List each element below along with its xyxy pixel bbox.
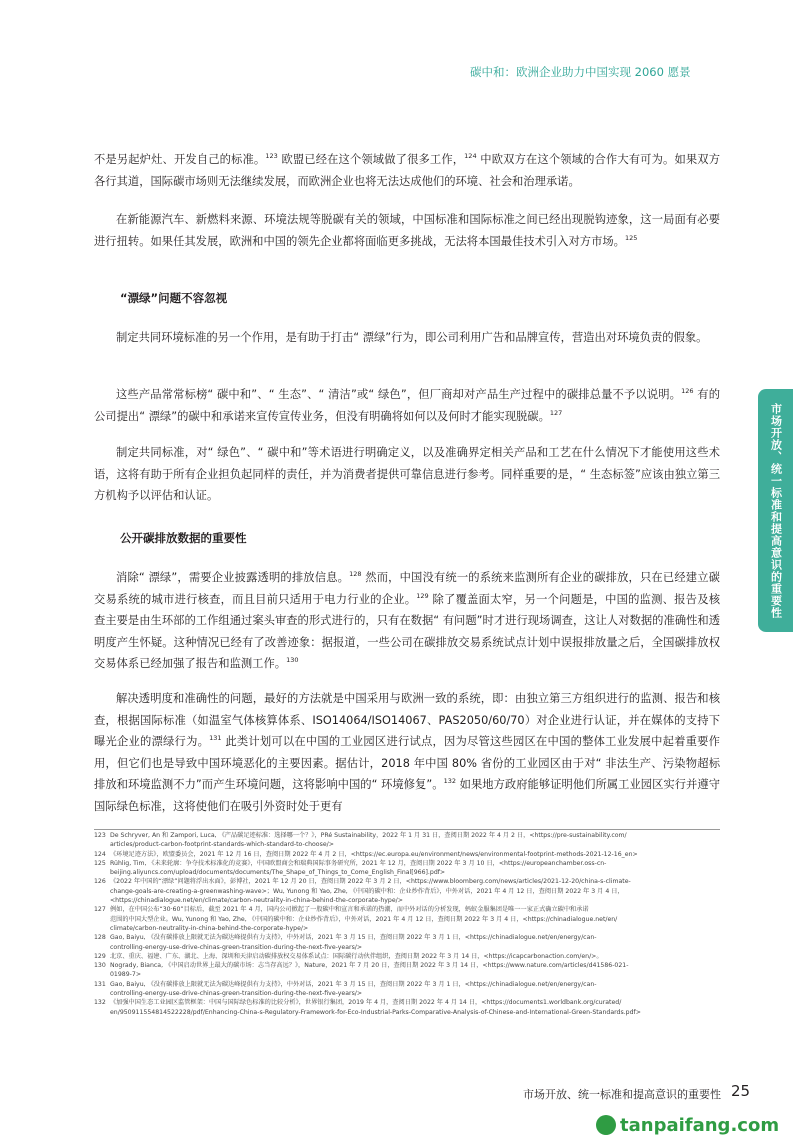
footnote-ref-127[interactable]: 127 xyxy=(549,408,563,417)
footnote-text: climate/carbon-neutrality-in-china-behind-the-corporate-hype/> xyxy=(110,924,309,932)
footnote-text: 《加强中国生态工业园区监管框架：中国与国际绿色标准的比较分析》，世界银行集团，2019 年 4 月，查阅日期 2022 年 4 月 14 日，<https://documents1.worldbank.org/curated/ xyxy=(110,999,622,1007)
footnote-line xyxy=(94,1008,720,1017)
footnote-line xyxy=(94,859,720,868)
paragraph-7: 解决透明度和准确性的问题，最好的方法就是中国采用与欧洲一致的系统，即：由独立第三方组织进行的监测、报告和核查，根据国际标准（如温室气体核算体系、ISO14064/ISO14067、PAS2050/60/70）对企业进行认证，并在媒体的支持下曝光企业的漂绿行为。$^{131}$ 此类计划可以在中国的工业园区进行试点，因为尽管这些园区在中国的整体工业发展中起着重要作用，但它们也是导致中国环境恶化的主要因素。据估计，2018 年中国 80% 省份的工业园区由于对“ 非法生产、污染物超标排放和环境监测不力”而产生环境问题，这将影响中国的“ 环境修复”。$^{132}$ 如果地方政府能够证明他们所属工业园区实行并遵守国际绿色标准，这将使他们在吸引外资时处于更有 xyxy=(94,692,721,813)
footnote-line xyxy=(94,877,720,886)
watermark-logo-icon xyxy=(596,1115,616,1135)
paragraph-4: 这些产品常常标榜“ 碳中和”、“ 生态”、“ 清洁”或“ 绿色”，但厂商却对产品生产过程中的碳排总量不予以说明。$^{126}$ 有的公司提出“ 漂绿”的碳中和承诺来宣传宣传业务，但没有明确将如何以及何时才能实现脱碳。$^{127}$ xyxy=(94,387,720,423)
footnote-ref-131[interactable]: 131 xyxy=(209,734,222,743)
footnote-line xyxy=(94,887,720,896)
footnote-line xyxy=(94,943,720,952)
footnote-text: 范围的中国大型企业。Wu, Yunong 和 Yao, Zhe, 《中国的碳中和：企业炒作背后》，中外对话，2021 年 4 月 12 日，查阅日期 2022 年 3 月 4 日，<https://chinadialogue.net/en/ xyxy=(110,915,618,923)
footnote-ref-132[interactable]: 132 xyxy=(443,777,456,786)
footnote-line xyxy=(94,924,720,933)
footnote-ref-124[interactable]: 124 xyxy=(464,152,477,161)
footnote-text: 北京、重庆、福建、广东、湖北、上海、深圳和天津启动碳排放权交易体系试点：国际碳行动伙伴组织，查阅日期 2022 年 3 月 14 日，<https://icapcarbonaction.com/en/>。 xyxy=(110,952,603,960)
footnote-number: 125 xyxy=(94,859,106,867)
footnote-number: 129 xyxy=(94,952,106,960)
footnote-number: 132 xyxy=(94,999,106,1007)
subheading-emission-data: 公开碳排放数据的重要性 xyxy=(120,531,247,545)
paragraph-5: 制定共同标准，对“ 绿色”、“ 碳中和”等术语进行明确定义，以及准确界定相关产品和工艺在什么情况下才能使用这些术语，这将有助于所有企业担负起同样的责任，并为消费者提供可靠信息进行参考。同样重要的是，“ 生态标签”应该由独立第三方机构予以评估和认证。 xyxy=(94,446,720,502)
footnote-line xyxy=(94,989,720,998)
page-number: 25 xyxy=(731,1082,751,1100)
footnote-text: controlling-energy-use-drive-chinas-green-transition-during-the-next-five-years/> xyxy=(110,943,363,951)
footnote-text: controlling-energy-use-drive-chinas-green-transition-during-the-next-five-years/> xyxy=(110,990,363,998)
footnote-number: 127 xyxy=(94,906,106,914)
footnote-text: 《2022 年中国的“漂绿”问题将浮出水面》，彭博社，2021 年 12 月 20 日，查阅日期 2022 年 3 月 2 日，<https://www.bloomberg.com/news/articles/2021-12-20/china-s-climate- xyxy=(110,878,631,886)
footnotes-list xyxy=(94,831,720,1017)
footnote-text: <https://chinadialogue.net/en/climate/carbon-neutrality-in-china-behind-the-corporate-hype/> xyxy=(110,897,403,905)
footnote-line xyxy=(94,961,720,970)
subheading-greenwashing: “漂绿”问题不容忽视 xyxy=(120,291,228,305)
footnote-text: articles/product-carbon-footprint-standards-which-standard-to-choose/> xyxy=(110,841,334,849)
footnote-line xyxy=(94,905,720,914)
running-footer-title: 市场开放、统一标准和提高意识的重要性 xyxy=(523,1088,721,1101)
footnote-text: De Schryver, An 和 Zampori, Luca, 《产品碳足迹标准：选择哪一个？》，PRé Sustainability，2022 年 1 月 31 日，查阅日期 2022 年 4 月 2 日，<https://pre-sustainability.com/ xyxy=(110,832,627,839)
footnote-number: 124 xyxy=(94,850,106,858)
footnote-line xyxy=(94,831,720,840)
footnote-ref-129[interactable]: 129 xyxy=(416,591,429,600)
footnote-text: Nogrady, Bianca, 《中国启动世界上最大的碳市场：志当存高远？》，Nature，2021 年 7 月 20 日，查阅日期 2022 年 3 月 14 日，<https://www.nature.com/articles/d41586-021- xyxy=(110,962,629,970)
watermark-text: tanpaifang.com xyxy=(620,1114,780,1136)
footnote-line xyxy=(94,896,720,905)
footnote-ref-126[interactable]: 126 xyxy=(681,387,694,396)
footnote-line xyxy=(94,970,720,979)
footnote-line xyxy=(94,998,720,1007)
footnote-text: Gao, Baiyu, 《没有碳排放上限就无法为碳达峰提供有力支持》，中外对话，2021 年 3 月 15 日，查阅日期 2022 年 3 月 1 日，<https://chinadialogue.net/en/energy/can- xyxy=(110,934,597,942)
footnote-ref-123[interactable]: 123 xyxy=(265,152,278,161)
footnote-number: 126 xyxy=(94,878,106,886)
footnote-line xyxy=(94,850,720,859)
footnote-text: Gao, Baiyu, 《没有碳排放上限就无法为碳达峰提供有力支持》，中外对话，2021 年 3 月 15 日，查阅日期 2022 年 3 月 1 日，<https://chinadialogue.net/en/energy/can- xyxy=(110,980,597,988)
footnote-divider xyxy=(94,829,720,830)
running-header-title: 碳中和：欧洲企业助力中国实现 2060 愿景 xyxy=(470,65,691,79)
footnote-line xyxy=(94,952,720,961)
footnote-ref-128[interactable]: 128 xyxy=(349,570,362,579)
footnote-text: beijing.aliyuncs.com/upload/documents/documents/The_Shape_of_Things_to_Come_English_Final[966].pdf> xyxy=(110,869,446,877)
footnote-number: 131 xyxy=(94,980,106,988)
footnote-line xyxy=(94,915,720,924)
footnote-ref-130[interactable]: 130 xyxy=(286,656,299,665)
footnote-text: 01989-7> xyxy=(110,971,142,979)
footnote-text: 《环境足迹方法》，欧盟委员会，2021 年 12 月 16 日，查阅日期 2022 年 4 月 2 日，<https://ec.europa.eu/environment/news/environmental-footprint-methods-2021-12-16_en> xyxy=(110,850,638,858)
paragraph-6: 消除“ 漂绿”，需要企业披露透明的排放信息。$^{128}$ 然而，中国没有统一的系统来监测所有企业的碳排放，只在已经建立碳交易系统的城市进行核查，而且目前只适用于电力行业的企业。$^{129}$ 除了覆盖面太窄，另一个问题是，中国的监测、报告及核查主要是由生环部的工作组通过案头审查的形式进行的，只有在数据“ 有问题”时才进行现场调查，这让人对数据的准确性和透明度产生怀疑。这种情况已经有了改善迹象：据报道，一些公司在碳排放交易系统试点计划中误报排放量之后，全国碳排放权交易体系已经加强了报告和监测工作。$^{130}$ xyxy=(94,570,721,670)
footnote-line xyxy=(94,868,720,877)
watermark xyxy=(596,1112,779,1138)
footnote-number: 123 xyxy=(94,832,106,839)
footnote-line xyxy=(94,980,720,989)
paragraph-2: 在新能源汽车、新燃料来源、环境法规等脱碳有关的领域，中国标准和国际标准之间已经出现脱钩迹象，这一局面有必要进行扭转。如果任其发展，欧洲和中国的领先企业都将面临更多挑战，无法将本国最佳技术引入对方市场。$^{125}$ xyxy=(94,213,720,248)
chapter-side-tab[interactable] xyxy=(758,389,793,632)
footnote-text: 例如，在中国公布“30·60”目标后，截至 2021 年 4 月，国内公司掀起了一股碳中和宣言和承诺的热潮，而中外对话的分析发现，蚂蚁金服集团是唯一一家正式确立碳中和承诺 xyxy=(110,906,589,914)
footnote-ref-125[interactable]: 125 xyxy=(624,233,638,242)
footnote-text: Rühlig, Tim, 《未来轮廓：争夺技术标准化的竞赛》，中国欧盟商会和瑞典国际事务研究所，2021 年 12 月，查阅日期 2022 年 3 月 10 日，<https://europeanchamber.oss-cn- xyxy=(110,859,607,867)
footnote-line xyxy=(94,933,720,942)
paragraph-3: 制定共同环境标准的另一个作用，是有助于打击“ 漂绿”行为，即公司利用广告和品牌宣传，营造出对环境负责的假象。 xyxy=(116,331,708,344)
footnote-text: change-goals-are-creating-a-greenwashing-wave>；Wu, Yunong 和 Yao, Zhe, 《中国的碳中和：企业炒作背后》，中外对话，2021 年 4 月 12 日，查阅日期 2022 年 3 月 4 日， xyxy=(110,887,624,895)
chapter-side-tab-label: 市场开放、统一标准和提高意识的重要性 xyxy=(769,402,783,619)
paragraph-1: 不是另起炉灶、开发自己的标准。$^{123}$ 欧盟已经在这个领域做了很多工作，$^{124}$ 中欧双方在这个领域的合作大有可为。如果双方各行其道，国际碳市场则无法继续发展，而欧洲企业也将无法达成他们的环境、社会和治理承诺。 xyxy=(94,152,721,188)
footnote-line xyxy=(94,840,720,849)
footnote-text: en/950911554814522228/pdf/Enhancing-China-s-Regulatory-Framework-for-Eco-Industrial-Parks-Comparative-Analysis-of-Chinese-and-International-Green-Standards.pdf> xyxy=(110,1008,641,1016)
footnote-number: 130 xyxy=(94,962,106,970)
footnote-number: 128 xyxy=(94,934,106,942)
